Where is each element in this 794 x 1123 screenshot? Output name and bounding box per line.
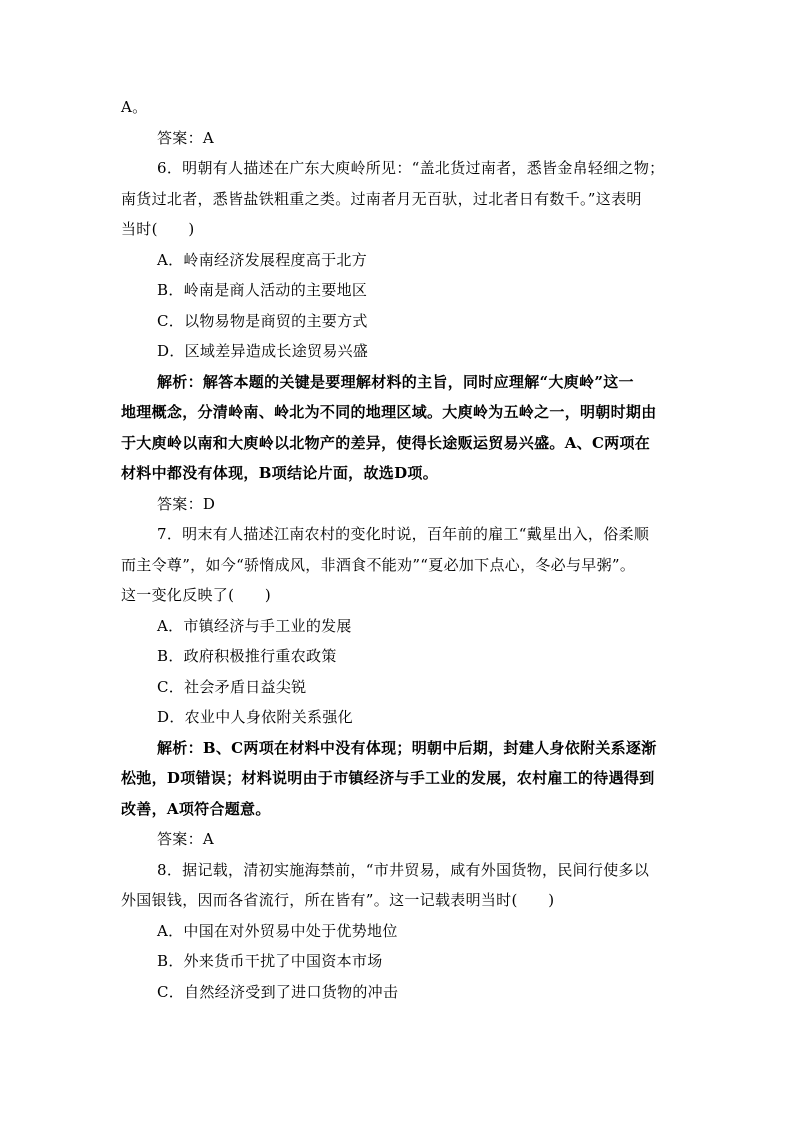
text-line: 外国银钱，因而各省流行，所在皆有”。这一记载表明当时( ) [121,891,555,909]
text-line: A．中国在对外贸易中处于优势地位 [157,921,398,940]
text-line: D．农业中人身依附关系强化 [157,708,353,726]
text-line: 松弛，D项错误；材料说明由于市镇经济与手工业的发展，农村雇工的待遇得到 [121,769,655,787]
text-line: A．市镇经济与手工业的发展 [157,616,352,635]
text-line: 南货过北者，悉皆盐铁粗重之类。过南者月无百驮，过北者日有数千。”这表明 [121,189,642,208]
text-line: C．社会矛盾日益尖锐 [157,677,307,696]
text-line: A．岭南经济发展程度高于北方 [157,250,368,269]
text-line: 答案：A [157,830,215,848]
text-line: C．以物易物是商贸的主要方式 [157,311,368,330]
text-line: B．岭南是商人活动的主要地区 [157,281,368,299]
text-line: 改善，A项符合题意。 [121,799,271,818]
text-line: 6．明朝有人描述在广东大庾岭所见：“盖北货过南者，悉皆金帛轻细之物； [157,159,665,177]
text-line: 当时( ) [121,220,195,238]
text-line: 8．据记载，清初实施海禁前，“市井贸易，咸有外国货物，民间行使多以 [157,860,650,879]
text-line: B．外来货币干扰了中国资本市场 [157,952,383,970]
text-line: 解析：解答本题的关键是要理解材料的主旨，同时应理解“大庾岭”这一 [157,372,634,391]
text-line: 解析：B、C两项在材料中没有体现；明朝中后期，封建人身依附关系逐渐 [157,738,657,757]
text-line: 材料中都没有体现，B项结论片面，故选D项。 [121,464,438,482]
text-line: A。 [121,98,148,116]
text-line: 7．明末有人描述江南农村的变化时说，百年前的雇工“戴星出入，俗柔顺 [157,525,650,543]
text-line: 于大庾岭以南和大庾岭以北物产的差异，使得长途贩运贸易兴盛。A、C两项在 [121,433,651,452]
text-line: 答案：A [157,128,215,147]
text-line: 而主令尊”，如今“骄惰成风，非酒食不能劝”“夏必加下点心，冬必与早粥”。 [121,555,636,574]
document-page [121,92,677,1007]
text-line: 地理概念，分清岭南、岭北为不同的地理区域。大庾岭为五岭之一，明朝时期由 [121,403,657,421]
text-line: 这一变化反映了( ) [121,586,272,604]
text-line: D．区域差异造成长途贸易兴盛 [157,342,369,360]
text-line: 答案：D [157,494,216,513]
text-line: C．自然经济受到了进口货物的冲击 [157,982,399,1001]
text-line: B．政府积极推行重农政策 [157,647,337,665]
